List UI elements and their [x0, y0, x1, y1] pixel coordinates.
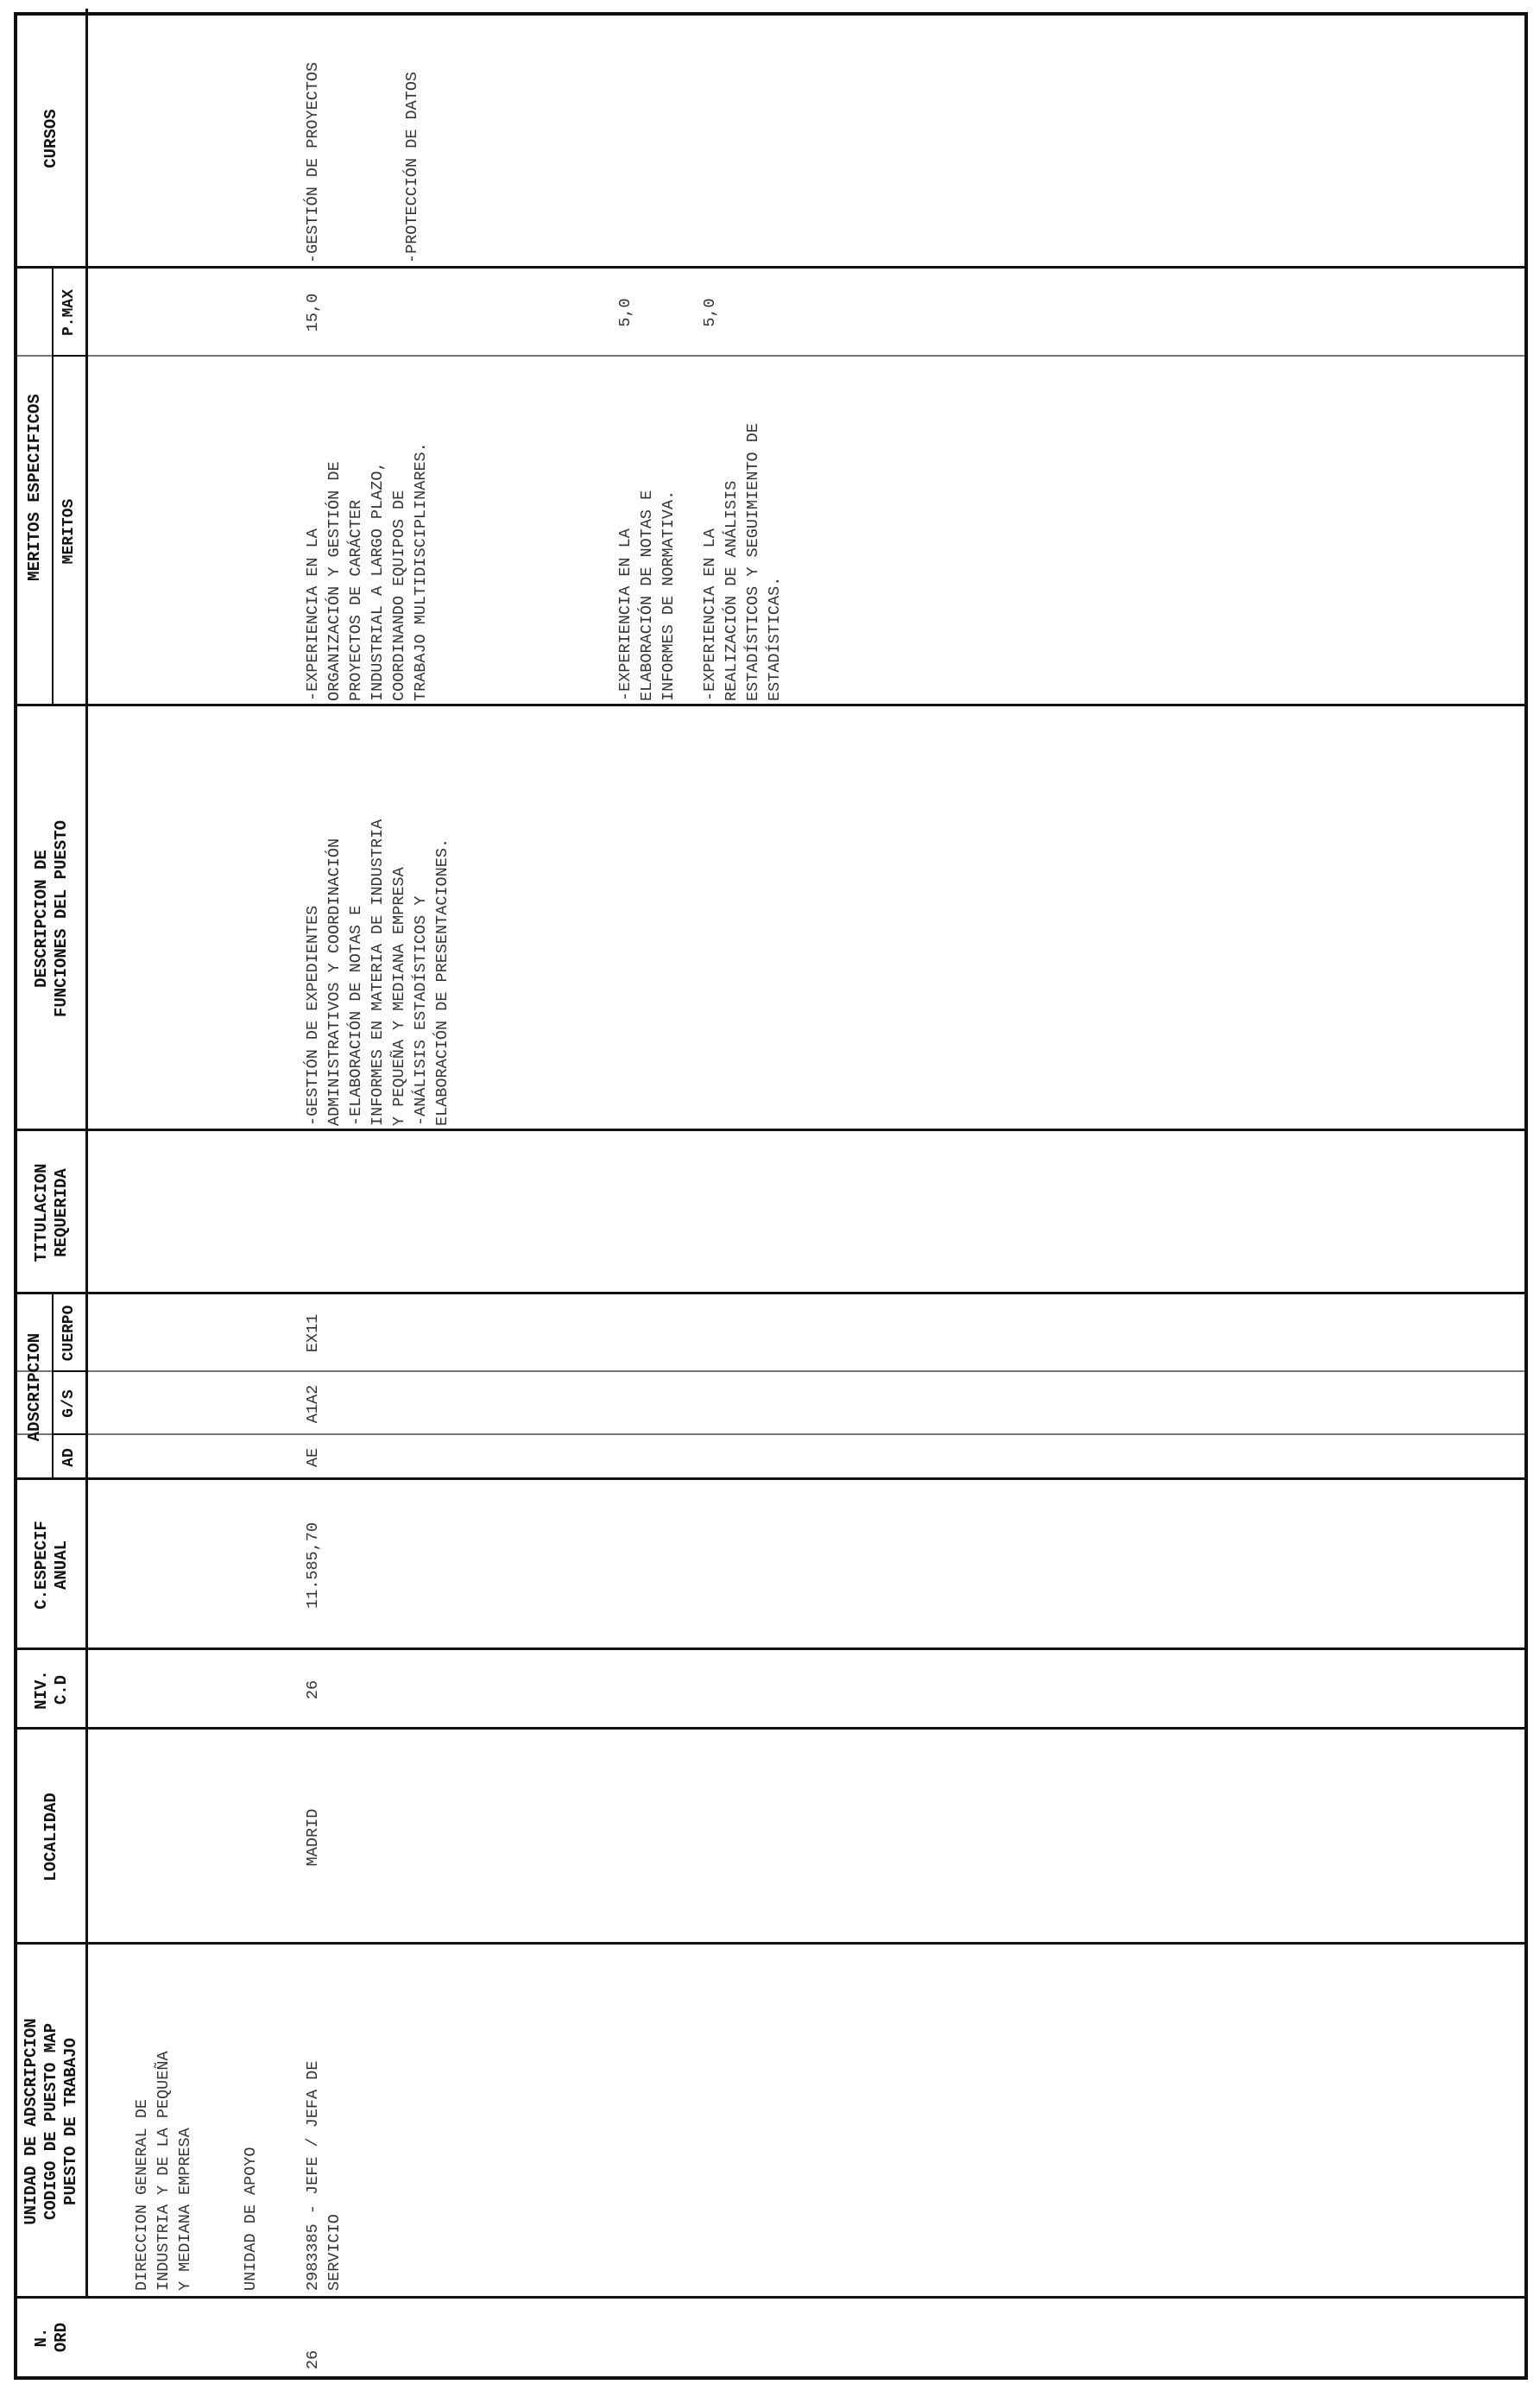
curso-1: -GESTIÓN DE PROYECTOS	[304, 61, 322, 263]
header-nivel: NIV. C.D	[31, 1670, 71, 1710]
nivel-value: 26	[304, 1679, 322, 1700]
header-c-especif: C.ESPECIF ANUAL	[31, 1521, 71, 1610]
puesto-value: 2983385 - JEFE / JEFA DE SERVICIO	[304, 2060, 344, 2291]
unit-subunidad: UNIDAD DE APOYO	[242, 2147, 260, 2291]
cuerpo-value: EX11	[304, 1313, 322, 1353]
merito-2: -EXPERIENCIA EN LA ELABORACIÓN DE NOTAS E INFORMES DE NORMATIVA.	[616, 490, 678, 701]
header-ad: AD	[60, 1448, 78, 1467]
n-ord-value: 26	[304, 2350, 322, 2369]
header-n-ord: N. ORD	[31, 2322, 71, 2353]
job-table	[14, 12, 1528, 2380]
merito-3: -EXPERIENCIA EN LA REALIZACIÓN DE ANÁLISIS ESTADÍSTICOS Y SEGUIMIENTO DE ESTADÍSTICAS.	[701, 423, 784, 701]
unit-direccion: DIRECCION GENERAL DE INDUSTRIA Y DE LA PEQUEÑA Y MEDIANA EMPRESA	[133, 2051, 194, 2291]
header-titulacion: TITULACION REQUERIDA	[31, 1163, 71, 1262]
header-unidad: UNIDAD DE ADSCRIPCION CODIGO DE PUESTO MAP PUESTO DE TRABAJO	[22, 2018, 80, 2225]
p-max-1: 15,0	[304, 293, 322, 332]
p-max-3: 5,0	[701, 298, 719, 327]
localidad-value: MADRID	[304, 1808, 322, 1867]
header-localidad: LOCALIDAD	[41, 1793, 60, 1882]
c-especif-value: 11.585,70	[304, 1522, 322, 1609]
header-cuerpo: CUERPO	[60, 1305, 78, 1362]
header-descripcion: DESCRIPCION DE FUNCIONES DEL PUESTO	[31, 819, 71, 1018]
ad-value: AE	[304, 1447, 322, 1468]
header-gs: G/S	[60, 1389, 78, 1418]
header-cursos: CURSOS	[41, 109, 60, 168]
curso-2: -PROTECCIÓN DE DATOS	[403, 71, 421, 263]
header-meritos-especificos: MERITOS ESPECIFICOS	[24, 394, 44, 581]
descripcion-value: -GESTIÓN DE EXPEDIENTES ADMINISTRATIVOS Y COORDINACIÓN -ELABORACIÓN DE NOTAS E INFORMES EN MATERIA DE INDUSTRIA Y PEQUEÑA Y MEDIANA EMPRESA -ANÁLISIS ESTADÍSTICOS Y ELABORACIÓN DE PRESENTACIONES.	[304, 819, 451, 1126]
header-meritos: MERITOS	[60, 498, 78, 565]
header-p-max: P.MAX	[60, 289, 78, 337]
header-adscripcion: ADSCRIPCION	[24, 1332, 44, 1442]
p-max-2: 5,0	[616, 298, 634, 327]
gs-value: A1A2	[304, 1384, 322, 1424]
merito-1: -EXPERIENCIA EN LA ORGANIZACIÓN Y GESTIÓN DE PROYECTOS DE CARÁCTER INDUSTRIAL A LARGO PLAZO, COORDINANDO EQUIPOS DE TRABAJO MULTIDISCIPLINARES.	[304, 442, 430, 701]
